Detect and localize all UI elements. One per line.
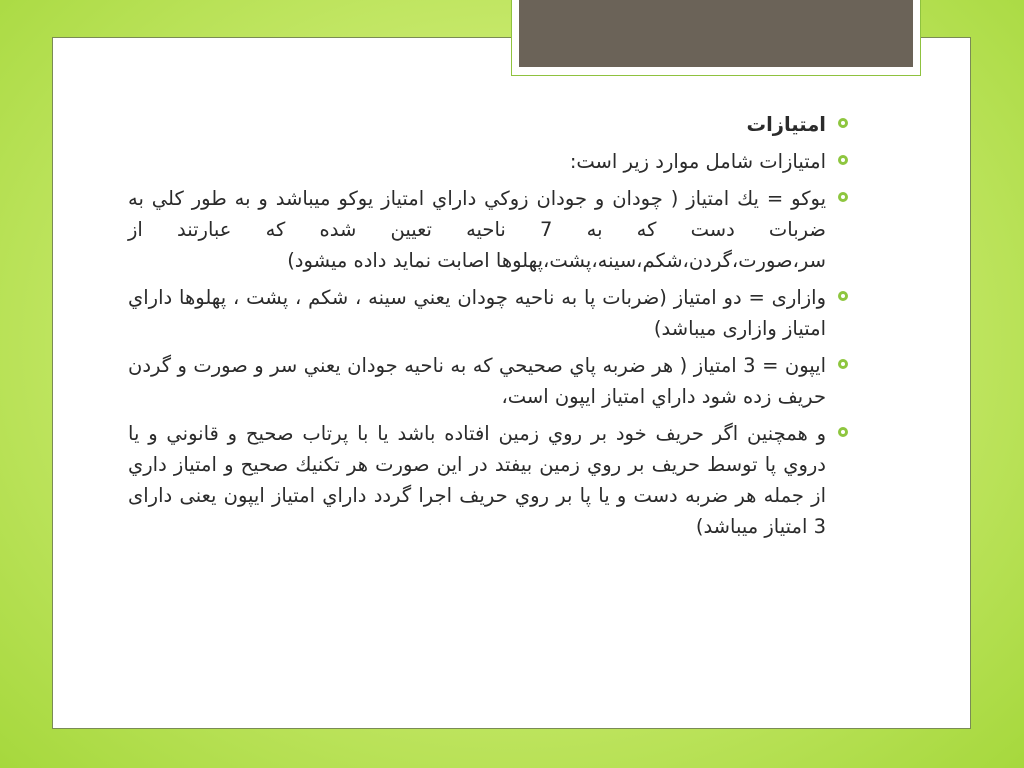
bullet-item <box>128 350 848 412</box>
title-banner-fill <box>519 0 913 67</box>
bullet-item <box>128 146 848 177</box>
bullet-text: امتیازات شامل موارد زیر است: <box>569 150 826 173</box>
bullet-text: يوكو = يك امتياز ( چودان و جودان زوكي داراي امتياز يوكو ميباشد و به طور كلي به ضربات دست كه به 7 ناحيه تعيين شده كه عبارتند از سر،صورت،گردن،شكم،سينه،پشت،پهلوها اصابت نمايد داده ميشود) <box>128 187 826 272</box>
bullet-item <box>128 282 848 344</box>
bullet-icon <box>838 118 848 128</box>
bullet-item-heading <box>128 109 848 140</box>
bullet-text: امتیازات <box>746 113 826 136</box>
bullet-list <box>128 109 848 542</box>
bullet-text: و همچنين اگر حريف خود بر روي زمين افتاده باشد يا با پرتاب صحيح و قانوني و يا دروي پا توسط حريف بر روي زمين بيفتد در اين صورت هر تكنيك صحيح و امتياز داري از جمله هر ضربه دست و يا پا بر روي حريف اجرا گردد داراي امتياز ايپون يعنی دارای 3 امتياز ميباشد) <box>128 422 826 538</box>
bullet-item <box>128 418 848 542</box>
bullet-item <box>128 183 848 276</box>
title-banner <box>511 0 921 76</box>
bullet-icon <box>838 155 848 165</box>
slide-content <box>128 109 848 548</box>
bullet-text: ايپون = 3 امتياز ( هر ضربه پاي صحيحي كه به ناحيه جودان يعني سر و صورت و گردن حريف زده شود داراي امتياز ايپون است، <box>128 354 826 408</box>
bullet-text: وازاری = دو امتياز (ضربات پا به ناحيه چودان يعني سينه ، شكم ، پشت ، پهلوها داراي امتياز وازاری ميباشد) <box>128 286 826 340</box>
bullet-icon <box>838 427 848 437</box>
bullet-icon <box>838 192 848 202</box>
bullet-icon <box>838 359 848 369</box>
bullet-icon <box>838 291 848 301</box>
